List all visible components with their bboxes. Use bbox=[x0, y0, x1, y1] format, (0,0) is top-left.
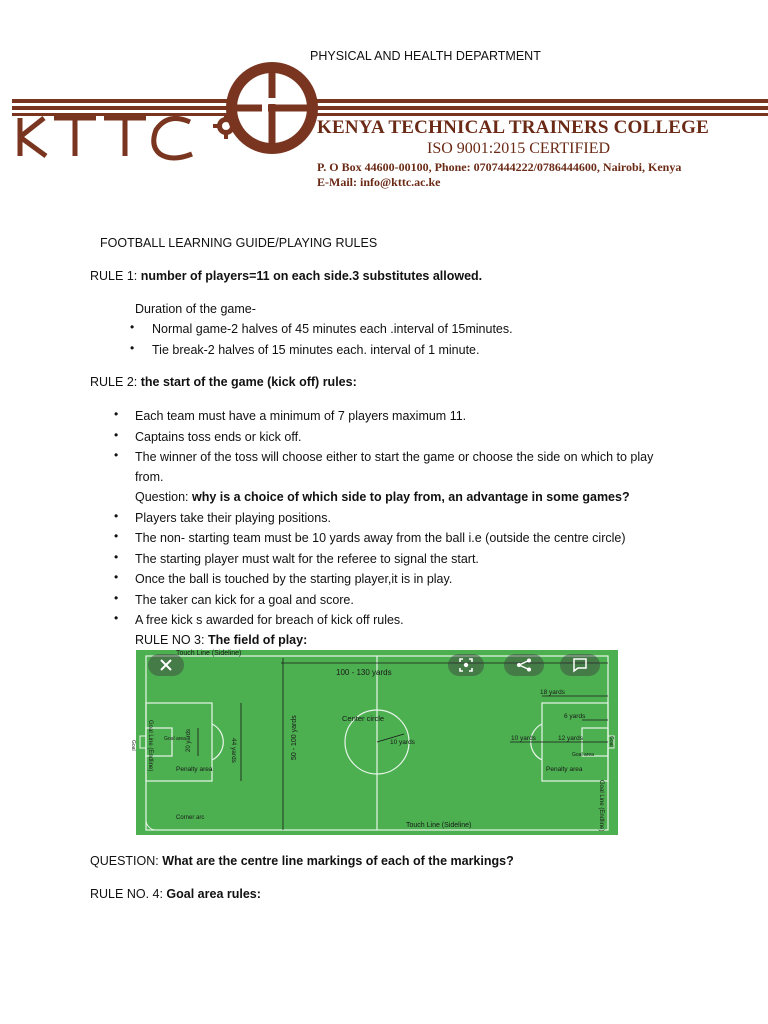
list-item: Captains toss ends or kick off. bbox=[135, 430, 302, 444]
penalty-right-label: Penalty area bbox=[546, 766, 583, 773]
guide-title: FOOTBALL LEARNING GUIDE/PLAYING RULES bbox=[100, 236, 378, 250]
college-name: KENYA TECHNICAL TRAINERS COLLEGE bbox=[317, 117, 709, 138]
bullet-icon: • bbox=[114, 611, 119, 625]
bullet-icon: • bbox=[114, 570, 119, 584]
rule-2-prefix: RULE 2: bbox=[90, 375, 141, 389]
close-icon bbox=[160, 659, 172, 671]
rule-2-text: the start of the game (kick off) rules: bbox=[140, 375, 357, 389]
certification: ISO 9001:2015 CERTIFIED bbox=[427, 140, 611, 157]
list-item: A free kick s awarded for breach of kick off rules. bbox=[135, 613, 404, 627]
question-2-prefix: QUESTION: bbox=[90, 854, 163, 868]
rule-4-prefix: RULE NO. 4: bbox=[90, 887, 167, 901]
list-item: The winner of the toss will choose either to start the game or choose the side on which to play bbox=[135, 450, 654, 464]
corner-arc-label: Corner arc bbox=[176, 815, 205, 821]
list-item: Tie break-2 halves of 15 minutes each. interval of 1 minute. bbox=[152, 343, 480, 357]
bookmark-icon bbox=[573, 658, 587, 672]
list-item: Each team must have a minimum of 7 players maximum 11. bbox=[135, 409, 467, 423]
rule-1 bbox=[90, 268, 482, 284]
question-1-prefix: Question: bbox=[135, 490, 192, 504]
rule-4 bbox=[90, 886, 261, 902]
bullet-icon: • bbox=[114, 428, 119, 442]
list-item: The starting player must walt for the referee to signal the start. bbox=[135, 552, 479, 566]
field-svg bbox=[130, 650, 618, 835]
width-label: 50 - 100 yards bbox=[291, 715, 298, 760]
bullet-icon: • bbox=[130, 320, 135, 334]
bullet-icon: • bbox=[130, 341, 135, 355]
department-title: PHYSICAL AND HEALTH DEPARTMENT bbox=[310, 49, 541, 63]
bullet-icon: • bbox=[114, 407, 119, 421]
rule-3 bbox=[135, 632, 307, 648]
rule-1-text: number of players=11 on each side.3 substitutes allowed. bbox=[140, 269, 483, 283]
yards-20-label: 20 yards bbox=[186, 728, 192, 752]
goal-area-right-label: Goal area bbox=[572, 752, 594, 758]
question-2-text: What are the centre line markings of each of the markings? bbox=[162, 854, 514, 868]
bullet-icon: • bbox=[114, 448, 119, 462]
scan-button[interactable] bbox=[448, 654, 484, 676]
bullet-icon: • bbox=[114, 509, 119, 523]
share-button[interactable] bbox=[504, 654, 544, 676]
field-diagram bbox=[130, 650, 618, 835]
goal-right-label: Goal bbox=[608, 736, 614, 747]
scan-icon bbox=[459, 658, 473, 672]
bookmark-button[interactable] bbox=[560, 654, 600, 676]
duration-heading: Duration of the game- bbox=[135, 302, 256, 316]
list-item: Normal game-2 halves of 45 minutes each .interval of 15minutes. bbox=[152, 322, 513, 336]
yards-12-label: 12 yards bbox=[558, 735, 583, 742]
email-link[interactable]: E-Mail: info@kttc.ac.ke bbox=[317, 175, 441, 189]
center-radius-label: 10 yards bbox=[390, 739, 415, 746]
list-item: Players take their playing positions. bbox=[135, 511, 331, 525]
goal-line-left-label: Goal Line (Endline) bbox=[147, 720, 153, 772]
rule-2 bbox=[90, 374, 357, 390]
contact-info: P. O Box 44600-00100, Phone: 0707444222/0786444600, Nairobi, Kenya bbox=[317, 160, 682, 174]
length-label: 100 - 130 yards bbox=[336, 668, 392, 677]
bullet-icon: • bbox=[114, 529, 119, 543]
rule-1-prefix: RULE 1: bbox=[90, 269, 141, 283]
question-1-text: why is a choice of which side to play from, an advantage in some games? bbox=[191, 490, 630, 504]
close-button[interactable] bbox=[148, 654, 184, 676]
rule-4-text: Goal area rules: bbox=[166, 887, 261, 901]
yards-44-label: 44 yards bbox=[230, 738, 237, 763]
yards-6-label: 6 yards bbox=[564, 713, 586, 720]
question-2 bbox=[90, 853, 514, 869]
goal-left-label: Goal bbox=[130, 740, 136, 751]
rule-3-text: The field of play: bbox=[207, 633, 308, 647]
touch-line-bottom-label: Touch Line (Sideline) bbox=[406, 822, 472, 829]
touch-line-top-label: Touch Line (Sideline) bbox=[176, 650, 242, 657]
center-circle-label: Center circle bbox=[342, 714, 385, 723]
bullet-icon: • bbox=[114, 591, 119, 605]
question-1 bbox=[135, 489, 630, 505]
list-item: Once the ball is touched by the starting player,it is in play. bbox=[135, 572, 453, 586]
yards-10-label: 10 yards bbox=[511, 735, 536, 742]
list-item: The non- starting team must be 10 yards away from the ball i.e (outside the centre circle) bbox=[135, 531, 626, 545]
list-item: The taker can kick for a goal and score. bbox=[135, 593, 354, 607]
yards-18-label: 18 yards bbox=[540, 689, 565, 696]
goal-line-right-label: Goal Line (Endline) bbox=[598, 780, 604, 832]
share-icon bbox=[516, 658, 532, 672]
rule-3-prefix: RULE NO 3: bbox=[135, 633, 208, 647]
bullet-icon: • bbox=[114, 550, 119, 564]
goal-area-left-label: Goal area bbox=[164, 736, 186, 742]
list-item-continuation: from. bbox=[135, 470, 164, 484]
penalty-left-label: Penalty area bbox=[176, 766, 213, 773]
